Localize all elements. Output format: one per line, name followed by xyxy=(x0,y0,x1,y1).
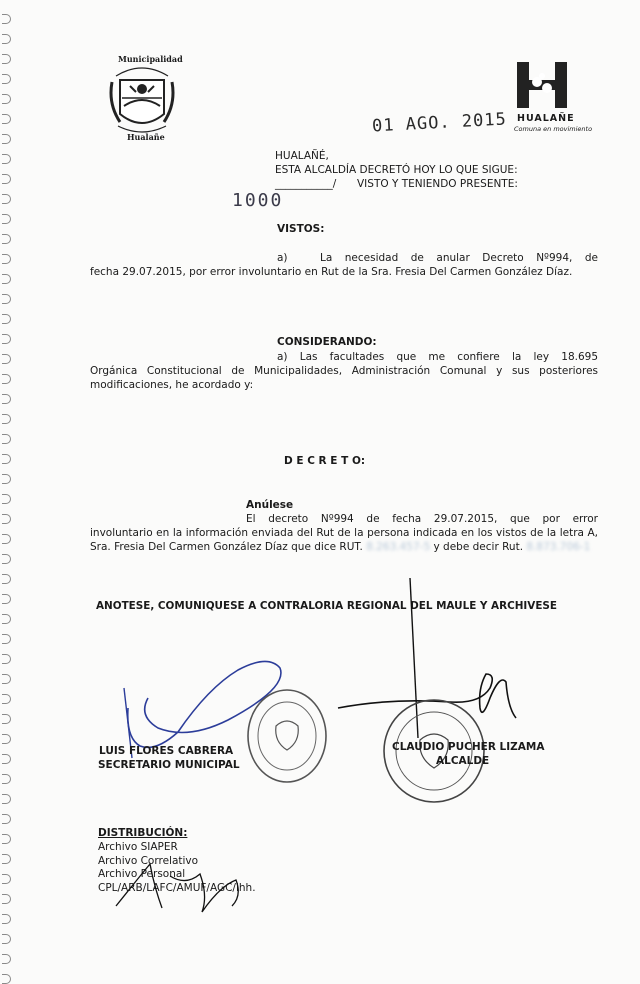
vistos-item-letter: a) xyxy=(277,252,288,264)
binding-hole xyxy=(2,594,11,604)
mayor-title: ALCALDE xyxy=(436,755,490,767)
binding-hole xyxy=(2,214,11,224)
binding-hole xyxy=(2,714,11,724)
mayor-name: CLAUDIO PUCHER LIZAMA xyxy=(392,741,545,753)
binding-hole xyxy=(2,254,11,264)
binding-hole xyxy=(2,394,11,404)
decreto-text-b: y debe decir Rut. xyxy=(433,541,524,553)
binding-hole xyxy=(2,774,11,784)
binding-hole xyxy=(2,954,11,964)
binding-hole xyxy=(2,534,11,544)
binding-hole xyxy=(2,574,11,584)
decreto-first-line: El decreto Nº994 de fecha 29.07.2015, que por error xyxy=(246,513,598,525)
binding-hole xyxy=(2,674,11,684)
intro-number-blank: ___________/ xyxy=(275,178,337,190)
brand-tagline: Comuna en movimiento xyxy=(514,125,593,133)
binding-hole xyxy=(2,114,11,124)
intro-statement: ESTA ALCALDÍA DECRETÓ HOY LO QUE SIGUE: xyxy=(275,164,518,176)
binding-hole xyxy=(2,154,11,164)
binding-hole xyxy=(2,834,11,844)
binding-hole xyxy=(2,754,11,764)
secretary-name: LUIS FLORES CABRERA xyxy=(99,745,234,757)
binding-hole xyxy=(2,894,11,904)
brand-name: HUALAÑE xyxy=(517,113,575,124)
considerando-item-first-line: a) Las facultades que me confiere la ley 18.695 xyxy=(277,351,598,363)
binding-hole xyxy=(2,694,11,704)
rut-wrong-value: 8.263.457-5 xyxy=(366,541,431,553)
binding-hole xyxy=(2,414,11,424)
binding-hole xyxy=(2,54,11,64)
binding-hole xyxy=(2,494,11,504)
binding-hole xyxy=(2,734,11,744)
distribution-item: Archivo Personal xyxy=(98,868,186,880)
binding-hole xyxy=(2,134,11,144)
intro-place: HUALAÑÉ, xyxy=(275,150,329,162)
binding-hole xyxy=(2,434,11,444)
distribution-item: Archivo SIAPER xyxy=(98,841,178,853)
binding-hole xyxy=(2,614,11,624)
coat-of-arms-top-text: Municipalidad xyxy=(118,54,183,64)
binding-hole xyxy=(2,234,11,244)
binding-hole xyxy=(2,854,11,864)
binding-holes xyxy=(0,0,14,980)
date-stamp: 01 AGO. 2015 xyxy=(371,109,508,137)
binding-hole xyxy=(2,74,11,84)
binding-hole xyxy=(2,294,11,304)
coat-of-arms-bottom-text: Hualañe xyxy=(127,132,165,142)
hualane-brand-logo xyxy=(513,62,573,108)
binding-hole xyxy=(2,554,11,564)
binding-hole xyxy=(2,634,11,644)
binding-hole xyxy=(2,174,11,184)
decreto-text-a: involuntario en la información enviada del Rut de la persona indicada en los vistos de la letra A, Sra. Fresia Del Carmen González Díaz que dice RUT. xyxy=(90,527,598,553)
binding-hole xyxy=(2,974,11,984)
distribution-item: Archivo Correlativo xyxy=(98,855,199,867)
binding-hole xyxy=(2,914,11,924)
considerando-heading: CONSIDERANDO: xyxy=(277,336,377,348)
decreto-heading: D E C R E T O: xyxy=(284,455,366,467)
binding-hole xyxy=(2,34,11,44)
binding-hole xyxy=(2,94,11,104)
binding-hole xyxy=(2,194,11,204)
binding-hole xyxy=(2,474,11,484)
binding-hole xyxy=(2,794,11,804)
binding-hole xyxy=(2,354,11,364)
binding-hole xyxy=(2,334,11,344)
binding-hole xyxy=(2,454,11,464)
closing-order: ANOTESE, COMUNIQUESE A CONTRALORIA REGIONAL DEL MAULE Y ARCHIVESE xyxy=(96,600,558,612)
binding-hole xyxy=(2,274,11,284)
rut-right-value: 8.873.706-1 xyxy=(526,541,591,553)
binding-hole xyxy=(2,314,11,324)
secretary-seal xyxy=(244,686,330,786)
binding-hole xyxy=(2,14,11,24)
intro-visto: VISTO Y TENIENDO PRESENTE: xyxy=(357,178,518,190)
vistos-item-first-line: La necesidad de anular Decreto Nº994, de xyxy=(320,252,598,264)
binding-hole xyxy=(2,514,11,524)
binding-hole xyxy=(2,654,11,664)
distribution-initials-scribble xyxy=(110,856,260,916)
considerando-item-text: Orgánica Constitucional de Municipalidades, Administración Comunal y sus posteriores modificaciones, he acordado y: xyxy=(90,365,598,391)
vistos-heading: VISTOS: xyxy=(277,223,325,235)
secretary-title: SECRETARIO MUNICIPAL xyxy=(98,759,240,771)
binding-hole xyxy=(2,874,11,884)
distribution-item: CPL/ARB/LAFC/AMUF/AGC/lhh. xyxy=(98,882,256,894)
decreto-paragraph xyxy=(90,526,598,554)
distribution-heading: DISTRIBUCIÓN: xyxy=(98,827,188,839)
binding-hole xyxy=(2,934,11,944)
vistos-item-text: fecha 29.07.2015, por error involuntario en Rut de la Sra. Fresia Del Carmen González Díaz. xyxy=(90,266,573,278)
decreto-subheading: Anúlese xyxy=(246,499,294,511)
binding-hole xyxy=(2,374,11,384)
binding-hole xyxy=(2,814,11,824)
decree-number-stamp: 1000 xyxy=(232,190,284,211)
